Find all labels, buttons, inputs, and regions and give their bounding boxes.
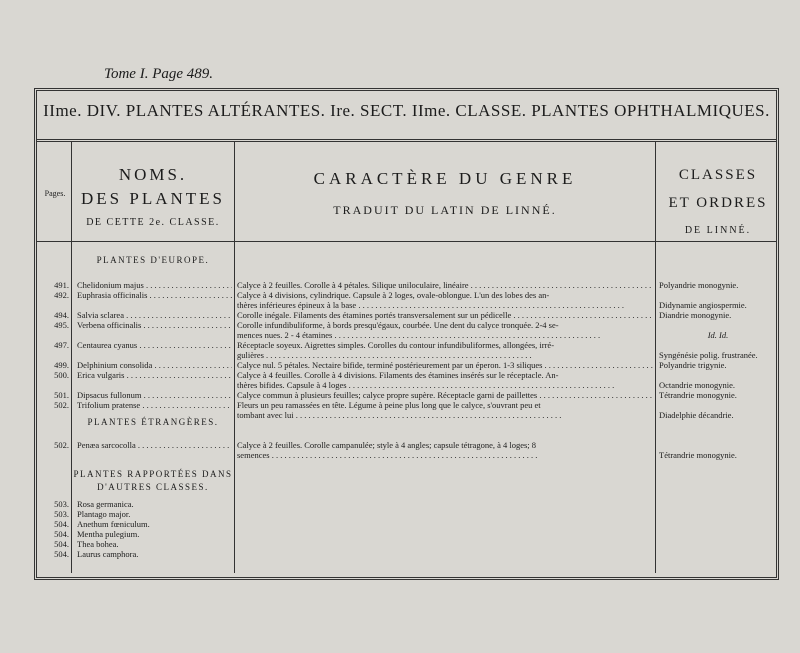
plant-name: Centaurea cyanus . . . xyxy=(77,340,232,350)
plant-name: Erica vulgaris . . . xyxy=(77,370,232,380)
page-number: 502. xyxy=(54,400,69,410)
page-number: 504. xyxy=(54,529,69,539)
genre-characteristic: thères inférieures épineux à la base . . . xyxy=(237,300,653,310)
noms-header-line1: NOMS. xyxy=(118,165,188,184)
classes-header-line2: ET ORDRES xyxy=(668,195,768,211)
page-number: 502. xyxy=(54,440,69,450)
plant-name: Salvia sclarea . . . xyxy=(77,310,232,320)
page-number: 504. xyxy=(54,539,69,549)
table-frame xyxy=(34,88,779,580)
plant-name: Rosa germanica. xyxy=(77,499,134,509)
page-number: 492. xyxy=(54,290,69,300)
plant-name: Thea bohea. xyxy=(77,539,119,549)
caractere-header-line1: CARACTÈRE DU GENRE xyxy=(313,169,577,188)
plant-name: Dipsacus fullonum . . . xyxy=(77,390,232,400)
caractere-header xyxy=(235,169,655,218)
classes-header-line1: CLASSES xyxy=(678,167,758,183)
plant-name: Trifolium pratense . . . xyxy=(77,400,232,410)
linnaean-class: Syngénésie polig. frustranée. xyxy=(659,350,758,360)
page-number: 503. xyxy=(54,499,69,509)
plant-name: Verbena officinalis . . . xyxy=(77,320,232,330)
linnaean-class: Polyandrie monogynie. xyxy=(659,280,739,290)
linnaean-class: Id. Id. xyxy=(707,330,729,340)
page-number: 491. xyxy=(54,280,69,290)
linnaean-class: Tétrandrie monogynie. xyxy=(659,390,737,400)
page-number: 504. xyxy=(54,549,69,559)
plant-name: Delphinium consolida . . . xyxy=(77,360,232,370)
section-europe: PLANTES D'EUROPE. xyxy=(96,255,210,265)
genre-characteristic: Calyce à 4 divisions, cylindrique. Capsule à 2 loges, ovale-oblongue. L'un des lobes des an- xyxy=(237,290,550,300)
section-etrangeres: PLANTES ÉTRANGÈRES. xyxy=(87,417,219,427)
genre-characteristic: Corolle inégale. Filaments des étamines portés transversalement sur un pédicelle . . . xyxy=(237,310,653,320)
genre-characteristic: Réceptacle soyeux. Aigrettes simples. Corolles du contour infundibuliformes, allongées, irré- xyxy=(237,340,555,350)
genre-characteristic: Calyce à 2 feuilles. Corolle à 4 pétales. Silique uniloculaire, linéaire . . . xyxy=(237,280,653,290)
table-row xyxy=(37,410,776,422)
division-title: IIme. DIV. PLANTES ALTÉRANTES. Ire. SECT. IIme. CLASSE. PLANTES OPHTHALMIQUES. xyxy=(43,101,770,120)
genre-characteristic: gulières . . . xyxy=(237,350,653,360)
page-number: 503. xyxy=(54,509,69,519)
page-number: 504. xyxy=(54,519,69,529)
genre-characteristic: Fleurs un peu ramassées en tête. Légume à peine plus long que le calyce, s'ouvrant peu et xyxy=(237,400,541,410)
table-row xyxy=(37,549,776,561)
page-header: Tome I. Page 489. xyxy=(104,66,214,82)
header-rule xyxy=(37,139,776,142)
classes-header-line3: DE LINNÉ. xyxy=(684,225,752,236)
plant-name: Anethum fœniculum. xyxy=(77,519,150,529)
plant-name: Chelidonium majus . . . xyxy=(77,280,232,290)
plant-name: Euphrasia officinalis . . . xyxy=(77,290,232,300)
genre-characteristic: Calyce nul. 5 pétales. Nectaire bifide, terminé postérieurement par un éperon. 1-3 siliques . . . xyxy=(237,360,653,370)
page-number: 497. xyxy=(54,340,69,350)
genre-characteristic: thères bifides. Capsule à 4 loges . . . xyxy=(237,380,653,390)
page-number: 499. xyxy=(54,360,69,370)
plant-name: Plantago major. xyxy=(77,509,131,519)
plant-name: Mentha pulegium. xyxy=(77,529,140,539)
linnaean-class: Diandrie monogynie. xyxy=(659,310,732,320)
noms-header xyxy=(73,163,233,235)
page-number: 500. xyxy=(54,370,69,380)
linnaean-class: Octandrie monogynie. xyxy=(659,380,736,390)
genre-characteristic: mences nues. 2 - 4 étamines . . . xyxy=(237,330,653,340)
classes-header xyxy=(657,161,779,245)
page-number: 494. xyxy=(54,310,69,320)
pages-header: Pages. xyxy=(44,189,66,198)
genre-characteristic: Corolle infundibuliforme, à bords presqu'égaux, courbée. Une dent du calyce tronquée. 2-4 se- xyxy=(237,320,559,330)
linnaean-class: Polyandrie trigynie. xyxy=(659,360,727,370)
section-rapportees: PLANTES RAPPORTÉES DANS D'AUTRES CLASSES. xyxy=(73,469,233,492)
genre-characteristic: Calyce à 2 feuilles. Corolle campanulée; style à 4 angles; capsule tétragone, à 4 loges; 8 xyxy=(237,440,537,450)
page-number: 501. xyxy=(54,390,69,400)
noms-header-line2: DES PLANTES xyxy=(81,189,225,208)
linnaean-class: Didynamie angiospermie. xyxy=(659,300,747,310)
linnaean-class: Diadelphie décandrie. xyxy=(659,410,734,420)
plant-name: Penæa sarcocolla . . . xyxy=(77,440,232,450)
plant-name: Laurus camphora. xyxy=(77,549,139,559)
page-number: 495. xyxy=(54,320,69,330)
noms-header-line3: DE CETTE 2e. CLASSE. xyxy=(86,217,220,228)
linnaean-class: Tétrandrie monogynie. xyxy=(659,450,737,460)
genre-characteristic: semences . . . xyxy=(237,450,653,460)
table-row xyxy=(37,450,776,462)
genre-characteristic: Calyce à 4 feuilles. Corolle à 4 divisions. Filaments des étamines insérés sur le réceptacle. An- xyxy=(237,370,559,380)
genre-characteristic: tombant avec lui . . . xyxy=(237,410,653,420)
genre-characteristic: Calyce commun à plusieurs feuilles; calyce propre supère. Réceptacle garni de paillettes . . . xyxy=(237,390,653,400)
caractere-header-line2: TRADUIT DU LATIN DE LINNÉ. xyxy=(333,203,557,217)
